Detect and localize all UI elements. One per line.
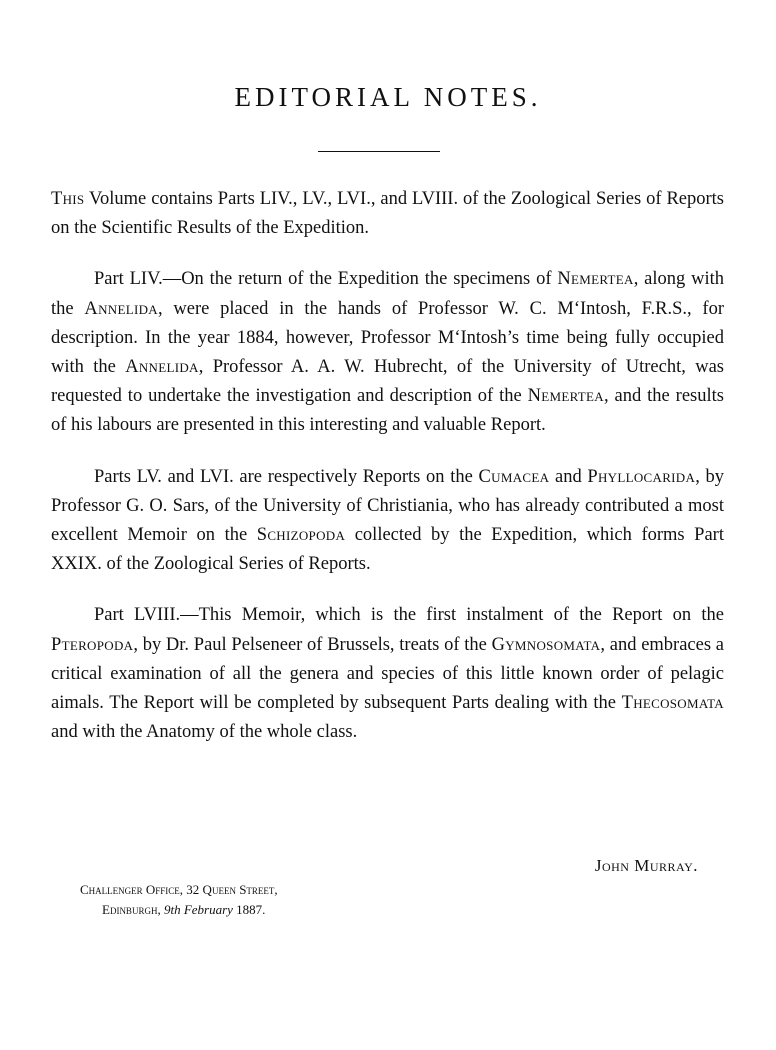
taxon-small-caps: Phyllocarida <box>587 466 696 487</box>
separator: , <box>157 902 164 917</box>
body-text <box>51 185 724 769</box>
paragraph-text: , and the results of his labours are presented in this interesting and valuable Report. <box>51 386 724 436</box>
paragraph-text: Part LIV.—On the return of the Expedition the specimens of <box>94 269 558 290</box>
paragraph-text: , and embraces a critical examination of all the genera and species of this little known order of pelagic aimals. The Report will be completed by subsequent Parts dealing with the <box>51 634 724 714</box>
paragraph-parts-lv-lvi <box>51 463 724 580</box>
paragraph-text: collected by the Expedition, which forms Part XXIX. of the Zoological Series of Reports. <box>51 525 724 575</box>
taxon-small-caps: Gymnosomata <box>491 634 601 655</box>
taxon-small-caps: Nemertea <box>557 269 634 290</box>
place-name: Edinburgh <box>102 902 158 917</box>
taxon-small-caps: Cumacea <box>478 466 550 487</box>
title-divider <box>318 151 440 152</box>
address-line: Challenger Office, 32 Queen Street, <box>80 882 278 897</box>
taxon-small-caps: Annelida <box>125 357 199 378</box>
paragraph-text: and with the Anatomy of the whole class. <box>51 722 358 743</box>
taxon-small-caps: Schizopoda <box>256 525 346 546</box>
taxon-small-caps: Thecosomata <box>621 693 724 714</box>
paragraph-text: Parts LV. and LVI. are respectively Reports on the <box>94 466 479 487</box>
address-block <box>80 880 278 920</box>
taxon-small-caps: Annelida <box>84 298 158 319</box>
paragraph-volume-contents <box>51 185 724 243</box>
paragraph-text: , Professor A. A. W. Hubrecht, of the University of Utrecht, was requested to undertake the investigation and description of the <box>51 357 724 407</box>
paragraph-text: Part LVIII.—This Memoir, which is the first instalment of the Report on the <box>94 605 724 626</box>
year: 1887. <box>232 902 266 917</box>
taxon-small-caps: Pteropoda <box>51 634 134 655</box>
paragraph-part-lviii <box>51 601 724 747</box>
paragraph-part-liv <box>51 265 724 440</box>
page-title: EDITORIAL NOTES. <box>234 82 542 112</box>
paragraph-text: , by Professor G. O. Sars, of the University of Christiania, who has already contributed a most excellent Memoir on the <box>51 466 725 546</box>
date: 9th February <box>163 902 233 917</box>
paragraph-text: Volume contains Parts LIV., LV., LVI., and LVIII. of the Zoological Series of Reports on the Scientific Results of the Expedition. <box>51 189 724 239</box>
lead-small-caps: This <box>51 189 85 209</box>
paragraph-text: and <box>549 466 588 487</box>
signature: John Murray. <box>594 856 698 875</box>
taxon-small-caps: Nemertea <box>527 386 604 407</box>
place-date-line <box>80 900 278 920</box>
paragraph-text: , by Dr. Paul Pelseneer of Brussels, treats of the <box>133 634 492 655</box>
paragraph-text: , were placed in the hands of Professor W. C. M‘Intosh, F.R.S., for description. In the year 1884, however, Professor M‘Intosh’s time being fully occupied with the <box>51 298 724 378</box>
paragraph-text: , along with the <box>51 269 724 319</box>
